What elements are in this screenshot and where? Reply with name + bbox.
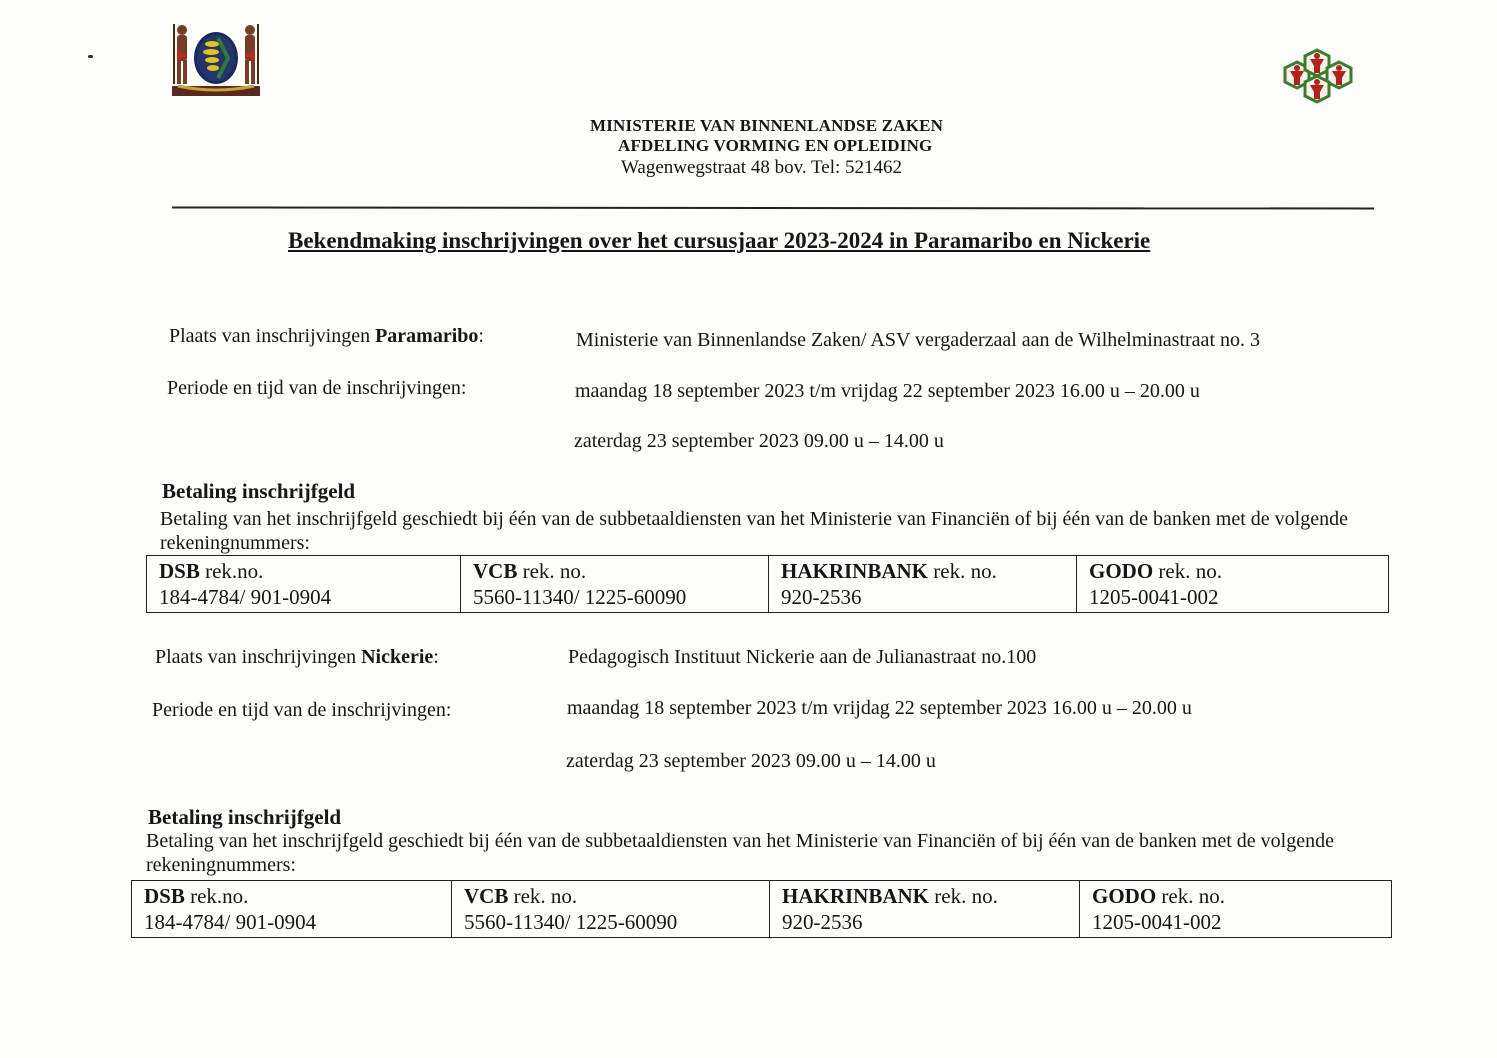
paramaribo-place-value: Ministerie van Binnenlandse Zaken/ ASV vergaderzaal aan de Wilhelminastraat no. 3 [576, 329, 1260, 351]
account-label: rek. no. [1156, 884, 1225, 908]
account-label: rek. no. [508, 884, 578, 908]
account-label: rek.no. [184, 884, 249, 908]
paramaribo-place-label [169, 325, 484, 348]
ink-mark [88, 55, 93, 58]
bank-name: VCB [473, 559, 518, 583]
account-cell-hakrinbank [769, 556, 1077, 613]
ministry-address: Wagenwegstraat 48 bov. Tel: 521462 [621, 157, 903, 178]
paramaribo-period-label: Periode en tijd van de inschrijvingen: [167, 377, 467, 399]
ministry-name: MINISTERIE VAN BINNENLANDSE ZAKEN [590, 116, 944, 135]
bank-name: VCB [464, 884, 509, 908]
account-number: 1205-0041-002 [1089, 585, 1219, 609]
account-cell-vcb [452, 881, 770, 938]
place-label-suffix: : [433, 646, 439, 668]
account-cell-dsb [132, 881, 452, 938]
nickerie-period-line1: maandag 18 september 2023 t/m vrijdag 22 september 2023 16.00 u – 20.00 u [567, 697, 1192, 719]
nickerie-accounts-table [131, 880, 1392, 938]
account-number: 184-4784/ 901-0904 [159, 585, 332, 609]
bank-name: GODO [1089, 559, 1154, 583]
account-cell-godo [1080, 881, 1392, 938]
nickerie-period-line2: zaterdag 23 september 2023 09.00 u – 14.00 u [566, 750, 936, 772]
table-row [147, 556, 1389, 613]
bank-name: HAKRINBANK [781, 559, 929, 583]
nickerie-period-label: Periode en tijd van de inschrijvingen: [152, 699, 452, 721]
place-label-prefix: Plaats van inschrijvingen [169, 325, 376, 347]
paramaribo-accounts-table [146, 555, 1389, 613]
department-logo [1265, 48, 1371, 120]
paramaribo-payment-text: Betaling van het inschrijfgeld geschiedt bij één van de subbetaaldiensten van het Ministerie van Financiën of bij één van de banken met de volgende rekeningnummers: [160, 508, 1348, 554]
table-row [132, 881, 1392, 938]
header-divider [172, 206, 1374, 209]
nickerie-place-label [155, 646, 439, 669]
paramaribo-period-line2: zaterdag 23 september 2023 09.00 u – 14.00 u [574, 430, 944, 452]
account-number: 5560-11340/ 1225-60090 [464, 910, 678, 934]
account-label: rek. no. [928, 559, 997, 583]
place-label-prefix: Plaats van inschrijvingen [155, 646, 362, 668]
account-cell-hakrinbank [770, 881, 1080, 938]
department-name: AFDELING VORMING EN OPLEIDING [618, 136, 933, 155]
paramaribo-payment-heading: Betaling inschrijfgeld [162, 479, 356, 503]
nickerie-place-value: Pedagogisch Instituut Nickerie aan de Julianastraat no.100 [568, 646, 1037, 668]
place-label-city: Nickerie [361, 646, 434, 668]
account-cell-vcb [461, 556, 769, 613]
account-number: 1205-0041-002 [1092, 910, 1222, 934]
account-label: rek.no. [199, 559, 264, 583]
account-cell-godo [1077, 556, 1389, 613]
account-label: rek. no. [1153, 559, 1222, 583]
place-label-suffix: : [478, 325, 484, 347]
account-number: 920-2536 [781, 585, 862, 609]
bank-name: HAKRINBANK [782, 884, 930, 908]
nickerie-payment-text: Betaling van het inschrijfgeld geschiedt bij één van de subbetaaldiensten van het Ministerie van Financiën of bij één van de banken met de volgende rekeningnummers: [146, 830, 1334, 876]
place-label-city: Paramaribo [375, 325, 479, 347]
account-number: 184-4784/ 901-0904 [144, 910, 317, 934]
account-label: rek. no. [929, 884, 998, 908]
account-cell-dsb [147, 556, 461, 613]
nickerie-payment-heading: Betaling inschrijfgeld [148, 805, 342, 829]
bank-name: DSB [144, 884, 185, 908]
bank-name: GODO [1092, 884, 1157, 908]
account-number: 5560-11340/ 1225-60090 [473, 585, 687, 609]
coat-of-arms-logo [168, 20, 264, 100]
account-number: 920-2536 [782, 910, 863, 934]
page-title: Bekendmaking inschrijvingen over het cursusjaar 2023-2024 in Paramaribo en Nickerie [288, 228, 1151, 253]
account-label: rek. no. [517, 559, 587, 583]
paramaribo-period-line1: maandag 18 september 2023 t/m vrijdag 22 september 2023 16.00 u – 20.00 u [575, 380, 1200, 402]
bank-name: DSB [159, 559, 200, 583]
